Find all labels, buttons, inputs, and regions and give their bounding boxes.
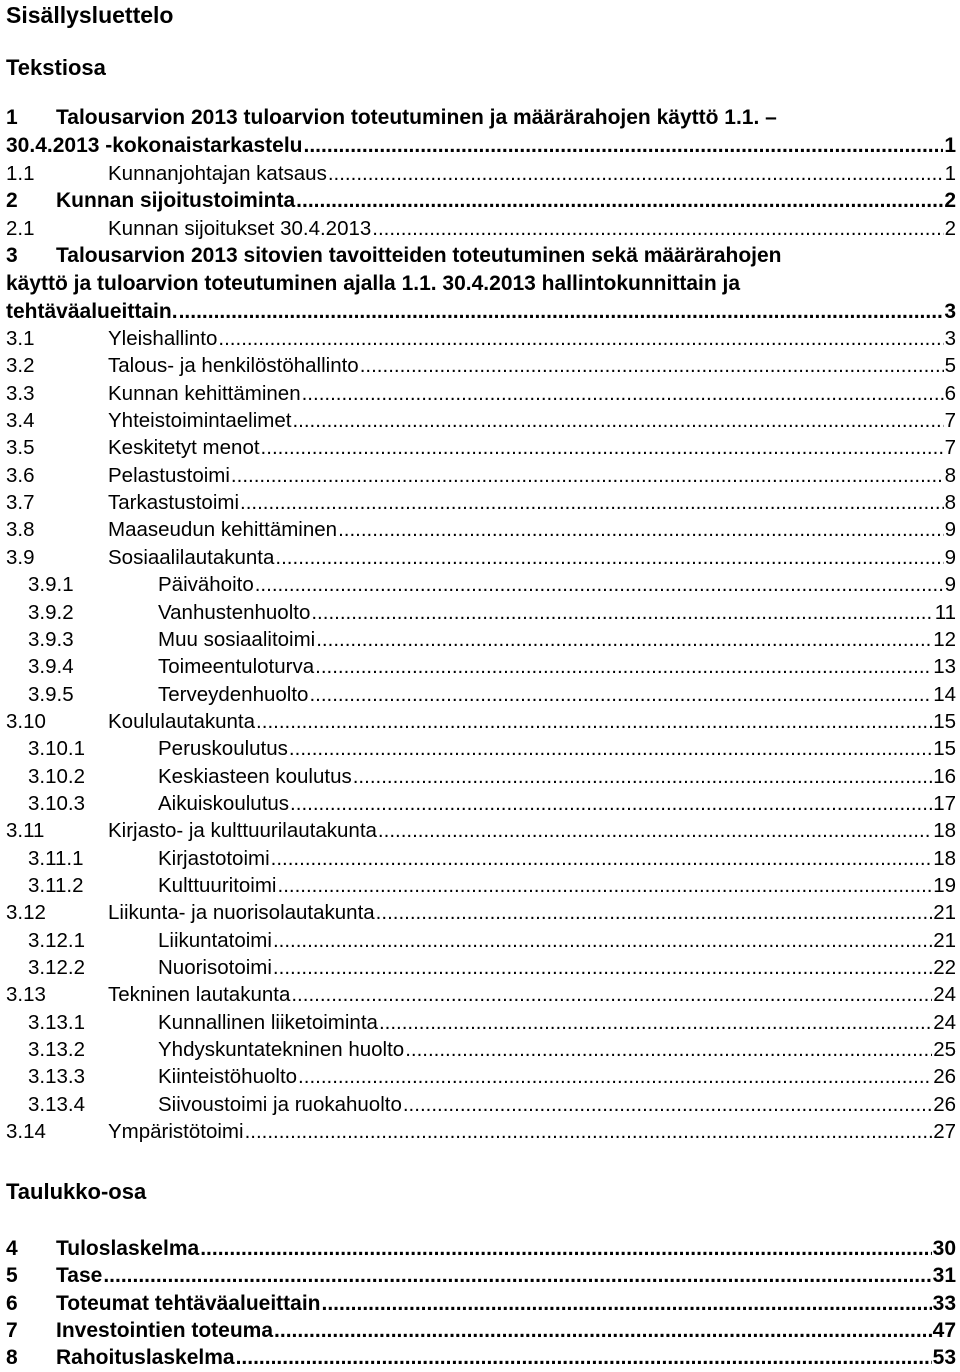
toc-entry-3-line1[interactable] — [6, 242, 782, 270]
toc-row[interactable] — [6, 763, 956, 791]
toc-entry-title: Tuloslaskelma — [56, 1237, 200, 1260]
toc-leader-dots — [256, 708, 932, 736]
toc-entry-title: Tarkastustoimi — [108, 491, 240, 515]
toc-leader-dots — [302, 380, 944, 408]
toc-leader-dots — [304, 132, 944, 160]
toc-entry-number: 3.13.1 — [28, 1010, 85, 1034]
toc-row[interactable] — [6, 1118, 956, 1146]
toc-row[interactable] — [6, 845, 956, 873]
toc-leader-dots — [261, 434, 944, 462]
toc-entry-number: 3.6 — [6, 463, 35, 487]
toc-leader-dots — [236, 1344, 932, 1372]
toc-row[interactable] — [6, 954, 956, 982]
toc-entry-number: 3.9.5 — [28, 682, 74, 706]
toc-leader-dots — [103, 1262, 931, 1290]
toc-row[interactable] — [6, 187, 956, 215]
toc-entry-number: 3.11.2 — [28, 874, 84, 897]
toc-row[interactable] — [6, 708, 956, 736]
toc-entry-title: Kirjastotoimi — [158, 846, 270, 870]
toc-entry-number: 3.9 — [6, 545, 35, 569]
toc-entry-number: 3.7 — [6, 491, 35, 515]
toc-entry-title: Liikunta- ja nuorisolautakunta — [108, 901, 375, 925]
toc-leader-dots — [405, 1036, 932, 1064]
toc-page-number: 3 — [944, 327, 956, 350]
toc-entry-number: 3.10.3 — [28, 791, 85, 815]
toc-leader-dots — [278, 872, 933, 900]
toc-entry-number: 3.2 — [6, 354, 35, 378]
toc-entry-number: 1.1 — [6, 162, 35, 185]
toc-entry-number: 3.11 — [6, 819, 45, 843]
toc-leader-dots — [200, 1235, 931, 1263]
toc-entry-title: Peruskoulutus — [158, 737, 288, 761]
toc-entry-number: 3.8 — [6, 518, 35, 542]
toc-entry-title: Kunnan kehittäminen — [108, 381, 301, 405]
toc-leader-dots — [376, 899, 933, 927]
toc-entry-title: Yleishallinto — [108, 327, 218, 350]
toc-page-number: 21 — [933, 901, 956, 925]
toc-entry-number: 7 — [6, 1319, 18, 1343]
toc-row[interactable] — [6, 380, 956, 408]
toc-row[interactable] — [6, 1235, 956, 1263]
toc-page-number: 33 — [932, 1291, 956, 1315]
toc-entry-number: 2.1 — [6, 216, 35, 240]
toc-page-number: 12 — [933, 627, 956, 651]
toc-entry-3-line3[interactable] — [6, 298, 956, 326]
toc-leader-dots — [338, 516, 944, 544]
toc-entry-title: Rahoituslaskelma — [56, 1346, 235, 1370]
toc-row[interactable] — [6, 1262, 956, 1290]
toc-page-number: 27 — [933, 1120, 956, 1144]
toc-page-number: 5 — [944, 354, 956, 378]
toc-entry-number: 1 — [6, 106, 18, 129]
toc-leader-dots — [255, 571, 944, 599]
toc-entry-title: Koululautakunta — [108, 709, 256, 733]
toc-entry-number: 3.9.1 — [28, 573, 74, 597]
toc-row[interactable] — [6, 160, 956, 188]
toc-entry-number: 3.12.2 — [28, 956, 85, 980]
toc-page-number: 31 — [932, 1264, 956, 1288]
toc-row[interactable] — [6, 1063, 956, 1091]
toc-row[interactable] — [6, 927, 956, 955]
toc-entry-title: Keskiasteen koulutus — [158, 764, 352, 788]
toc-entry-title: Talousarvion 2013 sitovien tavoitteiden toteutuminen sekä määrärahojen — [56, 244, 782, 267]
toc-leader-dots — [360, 352, 944, 380]
toc-row[interactable] — [6, 1290, 956, 1318]
toc-entry-number: 3.1 — [6, 327, 35, 350]
toc-leader-dots — [273, 954, 932, 982]
toc-entry-title: käyttö ja tuloarvion toteutuminen ajalla 1.1. 30.4.2013 hallintokunnittain ja — [6, 272, 741, 295]
toc-entry-title: Vanhustenhuolto — [158, 600, 311, 624]
toc-leader-dots — [353, 763, 932, 791]
toc-leader-dots — [316, 626, 932, 654]
toc-row[interactable] — [6, 735, 956, 763]
toc-page-number: 2 — [944, 216, 956, 240]
toc-leader-dots — [403, 1091, 932, 1119]
toc-entry-title: Yhteistoimintaelimet — [108, 409, 292, 433]
toc-row[interactable] — [6, 352, 956, 380]
toc-leader-dots — [315, 653, 932, 681]
toc-leader-dots — [179, 298, 944, 326]
toc-entry-title: Sosiaalilautakunta — [108, 545, 275, 569]
toc-entry-title: Kirjasto- ja kulttuurilautakunta — [108, 819, 377, 843]
toc-leader-dots — [274, 1317, 932, 1345]
toc-row[interactable] — [6, 1317, 956, 1345]
toc-leader-dots — [290, 790, 932, 818]
toc-page-number: 17 — [933, 791, 956, 815]
toc-leader-dots — [311, 599, 933, 627]
toc-page-number: 7 — [944, 436, 956, 460]
toc-page-number: 13 — [933, 655, 956, 679]
toc-entry-title: Ympäristötoimi — [108, 1120, 244, 1144]
toc-page-number: 53 — [932, 1346, 956, 1370]
toc-row[interactable] — [6, 790, 956, 818]
toc-entry-title: Yhdyskuntatekninen huolto — [158, 1038, 405, 1062]
toc-page-number: 2 — [944, 189, 956, 213]
toc-leader-dots — [275, 544, 943, 572]
toc-leader-dots — [372, 215, 943, 243]
toc-page-number: 22 — [933, 956, 956, 980]
toc-row[interactable] — [6, 626, 956, 654]
toc-entry-title: Pelastustoimi — [108, 463, 230, 487]
toc-row[interactable] — [6, 516, 956, 544]
toc-row[interactable] — [6, 407, 956, 435]
toc-entry-number: 3 — [6, 244, 18, 267]
toc-entry-title: Terveydenhuolto — [158, 682, 309, 706]
toc-page-number: 21 — [933, 928, 956, 952]
toc-entry-number: 3.13.2 — [28, 1038, 85, 1062]
toc-row[interactable] — [6, 462, 956, 490]
toc-page-number: 26 — [933, 1065, 956, 1089]
toc-row[interactable] — [6, 1344, 956, 1372]
toc-entry-title: Keskitetyt menot — [108, 436, 260, 460]
toc-entry-number: 3.4 — [6, 409, 35, 433]
toc-leader-dots — [289, 735, 932, 763]
toc-entry-title: Talous- ja henkilöstöhallinto — [108, 354, 359, 378]
toc-row[interactable] — [6, 215, 956, 243]
toc-entry-title: Kunnallinen liiketoiminta — [158, 1010, 378, 1034]
section-heading-table-part: Taulukko-osa — [6, 1179, 147, 1204]
toc-page-number: 15 — [933, 709, 956, 733]
toc-entry-number: 3.14 — [6, 1120, 46, 1144]
toc-leader-dots — [328, 160, 944, 188]
toc-page-number: 9 — [944, 545, 956, 569]
toc-page-number: 30 — [932, 1237, 956, 1260]
toc-row[interactable] — [6, 817, 956, 845]
toc-entry-title: Siivoustoimi ja ruokahuolto — [158, 1092, 402, 1116]
toc-entry-title: Nuorisotoimi — [158, 956, 272, 980]
toc-row[interactable] — [6, 599, 956, 627]
toc-page-number: 1 — [944, 134, 956, 157]
toc-entry-number: 3.13 — [6, 983, 46, 1007]
toc-leader-dots — [296, 187, 943, 215]
toc-entry-title: Kunnan sijoitukset 30.4.2013 — [108, 216, 372, 240]
toc-page-number: 25 — [933, 1038, 956, 1062]
toc-entry-number: 2 — [6, 189, 18, 213]
toc-entry-number: 3.9.2 — [28, 600, 74, 624]
toc-entry-number: 3.3 — [6, 381, 35, 405]
toc-page-number: 8 — [944, 463, 956, 487]
toc-row[interactable] — [6, 981, 956, 1009]
toc-entry-title: Maaseudun kehittäminen — [108, 518, 338, 542]
toc-page-number: 9 — [944, 518, 956, 542]
toc-entry-number: 3.12.1 — [28, 928, 85, 952]
toc-row[interactable] — [6, 681, 956, 709]
toc-entry-number: 3.10.2 — [28, 764, 85, 788]
toc-entry-3-line2[interactable] — [6, 270, 740, 298]
toc-entry-1-line1[interactable] — [6, 104, 777, 132]
section-heading-text-part: Tekstiosa — [6, 55, 106, 80]
toc-page-number: 6 — [944, 381, 956, 405]
toc-leader-dots — [291, 981, 932, 1009]
toc-page-number: 15 — [933, 737, 956, 761]
toc-leader-dots — [379, 1009, 932, 1037]
page-title: Sisällysluettelo — [6, 2, 174, 28]
toc-entry-number: 5 — [6, 1264, 18, 1288]
toc-row[interactable] — [6, 1091, 956, 1119]
toc-entry-number: 3.9.3 — [28, 627, 74, 651]
toc-entry-title: Päivähoito — [158, 573, 254, 597]
toc-page-number: 14 — [933, 682, 956, 706]
toc-row[interactable] — [6, 571, 956, 599]
toc-entry-number: 6 — [6, 1291, 18, 1315]
toc-page-number: 11 — [934, 600, 956, 624]
toc-row[interactable] — [6, 489, 956, 517]
toc-page-number: 18 — [933, 846, 956, 870]
toc-page-number: 24 — [933, 983, 956, 1007]
toc-entry-title: tehtäväalueittain. — [6, 300, 178, 323]
toc-entry-number: 3.5 — [6, 436, 35, 460]
toc-entry-number: 3.9.4 — [28, 655, 74, 679]
toc-entry-title: Toimeentuloturva — [158, 655, 315, 679]
toc-entry-title: Tase — [56, 1264, 103, 1288]
toc-entry-title: Kunnanjohtajan katsaus — [108, 162, 327, 185]
toc-leader-dots — [273, 927, 932, 955]
toc-leader-dots — [245, 1118, 933, 1146]
toc-entry-title: Tekninen lautakunta — [108, 983, 291, 1007]
toc-leader-dots — [378, 817, 932, 845]
toc-entry-number: 3.11.1 — [28, 846, 84, 870]
toc-entry-number: 3.10 — [6, 709, 46, 733]
toc-row[interactable] — [6, 899, 956, 927]
toc-entry-number: 3.13.4 — [28, 1092, 85, 1116]
toc-page-number: 18 — [933, 819, 956, 843]
toc-leader-dots — [240, 489, 944, 517]
toc-page-number: 26 — [933, 1092, 956, 1116]
toc-row[interactable] — [6, 544, 956, 572]
toc-entry-number: 4 — [6, 1237, 18, 1260]
toc-entry-title: Kulttuuritoimi — [158, 874, 277, 897]
toc-row[interactable] — [6, 434, 956, 462]
toc-row[interactable] — [6, 325, 956, 353]
toc-page-number: 8 — [944, 491, 956, 515]
toc-leader-dots — [218, 325, 943, 353]
toc-leader-dots — [271, 845, 933, 873]
toc-entry-number: 8 — [6, 1346, 18, 1370]
toc-entry-1-line2[interactable] — [6, 132, 956, 160]
toc-page-number: 47 — [932, 1319, 956, 1343]
toc-row[interactable] — [6, 1009, 956, 1037]
toc-entry-title: Kiinteistöhuolto — [158, 1065, 298, 1089]
toc-leader-dots — [298, 1063, 932, 1091]
toc-entry-title: Investointien toteuma — [56, 1319, 274, 1343]
toc-entry-title: Liikuntatoimi — [158, 928, 272, 952]
toc-page-number: 24 — [933, 1010, 956, 1034]
toc-row[interactable] — [6, 872, 956, 900]
toc-entry-number: 3.10.1 — [28, 737, 85, 761]
toc-entry-number: 3.13.3 — [28, 1065, 85, 1089]
toc-entry-title: Talousarvion 2013 tuloarvion toteutuminen ja määrärahojen käyttö 1.1. – — [56, 106, 777, 129]
toc-page-number: 16 — [933, 764, 956, 788]
toc-entry-number: 3.12 — [6, 901, 46, 925]
toc-leader-dots — [231, 462, 944, 490]
toc-entry-title: Kunnan sijoitustoiminta — [56, 189, 296, 213]
toc-entry-title: Aikuiskoulutus — [158, 791, 290, 815]
toc-page-number: 1 — [944, 162, 956, 185]
toc-leader-dots — [322, 1290, 932, 1318]
toc-entry-title: Muu sosiaalitoimi — [158, 627, 316, 651]
toc-row[interactable] — [6, 653, 956, 681]
toc-page-number: 7 — [944, 409, 956, 433]
toc-page-number: 19 — [933, 874, 956, 897]
toc-leader-dots — [292, 407, 943, 435]
toc-entry-title: Toteumat tehtäväalueittain — [56, 1291, 321, 1315]
toc-entry-title: 30.4.2013 -kokonaistarkastelu — [6, 134, 303, 157]
toc-row[interactable] — [6, 1036, 956, 1064]
toc-leader-dots — [309, 681, 932, 709]
toc-page-number: 3 — [944, 300, 956, 323]
toc-page-number: 9 — [944, 573, 956, 597]
